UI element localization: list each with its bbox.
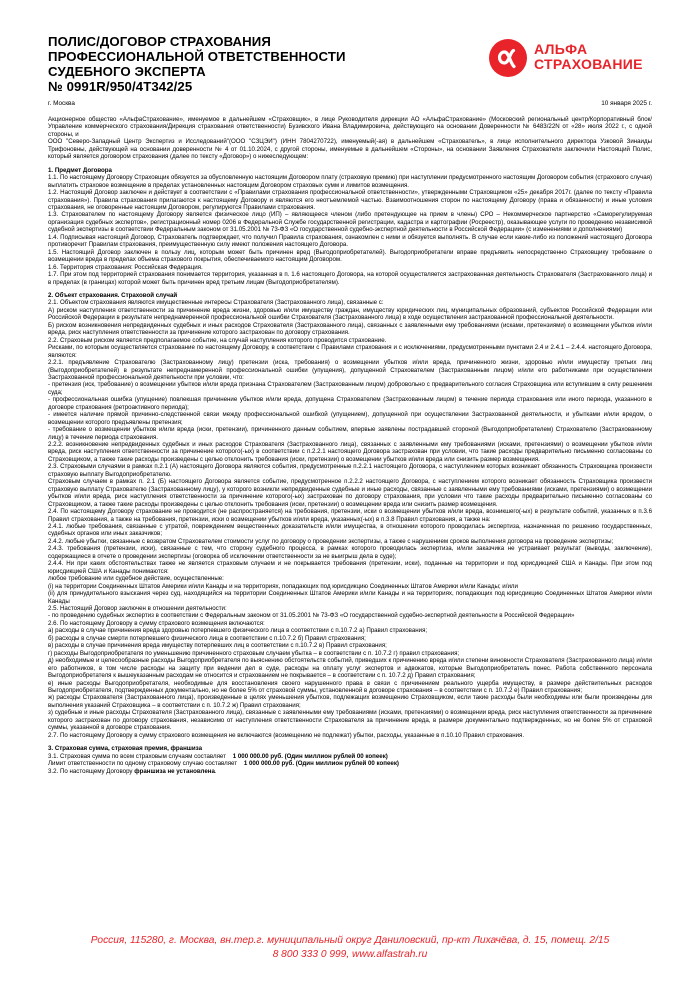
clause-paragraph: г) расходы Выгодоприобретателя по уменьшению причиненного страховым случаем убытка – в соответствии с п. 10.7.2 г) правил страхования; [48,649,460,657]
clause-paragraph: 2.2.1. предъявление Страхователю (Застрахованному лицу) претензии (иска, требования) о возмещении убытков и/или вреда, причиненного жизни, здоровью и/или имуществу третьих лиц (Выгодоприобретателей) в результате непреднамеренной профессиональной ошибки (упущения), допущенной Страхователем (Застрахованным лицом) и/или его работниками при осуществлении Застрахованной профессиональной деятельности при условии, что: [48,359,652,381]
title-line: ПРОФЕССИОНАЛЬНОЙ ОТВЕТСТВЕННОСТИ [48,49,346,64]
clause-paragraph: 2.7. По настоящему Договору в сумму страхового возмещения не включаются (возмещению не подлежат) убытки, расходы, указанные в п.10.10 Правил страхования. [48,731,525,739]
section-paragraphs [48,299,652,739]
liability-limit-label: Лимит ответственности по одному страховому случаю составляет [48,760,238,768]
clause-paragraph: 1.1. По настоящему Договору Страховщик обязуется за обусловленную настоящим Договором плату (страховую премию) при наступлении предусмотренного настоящим Договором события (страхового случая) выплатить страховое возмещение в пределах установленных настоящим Договором страховых сумм и лимитов возмещения. [48,174,652,189]
clause-paragraph: 2.1. Объектом страхования являются имущественные интересы Страхователя (Застрахованного лица), связанные с: [48,299,384,307]
policy-number: № 0991R/950/4T342/25 [48,79,193,94]
clause-paragraph: 1.5. Настоящий Договор заключен в пользу лиц, которым может быть причинен вред (Выгодоприобретателей). Выгодоприобретатели вправе предъявить непосредственно Страховщику требование о возмещении вреда в пределах объема страхового покрытия, обеспечиваемого настоящим Договором. [48,248,652,264]
clause-paragraph: А) риском наступления ответственности за причинение вреда жизни, здоровью и/или имуществу граждан, имуществу юридических лиц, муниципальных образований, субъектов Российской Федерации или Российской Федерации в результате непреднамеренной профессиональной ошибки Страхователя (Застрахованного лица) в ходе осуществления застрахованной профессиональной деятельности. [48,306,652,322]
clause-paragraph: 2.4.4. Ни при каких обстоятельствах также не является страховым случаем и не покрывается требования (претензии, иски), поданные на территории и под юрисдикцией США и Канады. При этом под юрисдикцией США и Канады понимаются: [48,560,652,575]
clause-paragraph: - по проведению судебных экспертиз в соответствии с Федеральным законом от 31.05.2001 № 73-ФЗ «О государственной судебно-экспертной деятельности в Российской Федерации» [48,612,575,620]
clause-paragraph: Страховым случаем в рамках п. 2.1 (Б) настоящего Договора является событие, предусмотренное п.2.2.2 настоящего Договора, с наступлением которого возникает обязанность Страховщика произвести страховую выплату Страхователю (Застрахованному лицу), у которого возникли непредвиденные судебные и иные расходы, связанные с заявленными ему требованиями (исками, претензиями) о возмещении убытков и/или вреда, риск наступления ответственности за причинение которого(-ых) застрахован по договору страхования, при условии что такие расходы предварительно письменно согласованы со Страховщиком, а также такие расходы произведены с целью отклонить требования (иски, претензии) о возмещении вреда или снизить размер возмещения. [48,478,652,508]
clause-paragraph: любое требование или судебное действие, осуществленные: [48,575,224,583]
section-subject [48,167,652,286]
title-line: ПОЛИС/ДОГОВОР СТРАХОВАНИЯ [48,34,271,49]
clause-paragraph: - претензия (иск, требование) о возмещении убытков и/или вреда признана Страхователем (Застрахованным лицом) добровольно с предварительного согласия Страховщика или вступившим в силу решением суда; [48,381,652,396]
clause-paragraph: (ii) для принудительного взыскания через суд, находящийся на территории Соединенных Штатов Америки и/или Канады и на территориях, попадающих под юрисдикцию Соединенных Штатов Америки и/или Канады [48,590,652,605]
clause-paragraph: (i) на территории Соединенных Штатов Америки и/или Канады и на территориях, попадающих под юрисдикцию Соединенных Штатов Америки и/или Канады; и/или [48,582,518,590]
clause-paragraph: в) расходы в случае причинения вреда имуществу потерпевших лиц в соответствии с п.10.7.2 в) Правил страхования; [48,642,387,650]
footer-address: Россия, 115280, г. Москва, вн.тер.г. муниципальный округ Даниловский, пр-кт Лихачёва, д. 15, помещ. 2/15 [90,935,610,946]
clause-paragraph: 2.4. По настоящему Договору страхование не проводится (не распространяется) на требования, претензии, иски о возмещении убытков и/или вреда, возникшего(-ых) в результате событий, указанных в п.3.6 Правил страхования, а также на требования, претензии, иски о возмещении убытков и/или вреда, указанных(-ых) в п.3.8 Правил страхования, а также на: [48,508,652,523]
logo-line: АЛЬФА [534,41,588,57]
deductible-label: 3.2. По настоящему Договору [48,767,133,775]
clause-paragraph: ж) расходы Страхователя (Застрахованного лица), произведенные в целях уменьшения убытков, подлежащих возмещению Страховщиком, если такие расходы были необходимы или были произведены для выполнения указаний Страховщика – в соответствии с п. 10.7.2 ж) Правил страхования; [48,694,652,709]
logo-wordmark [534,42,643,72]
section-heading: 1. Предмет Договора [48,166,112,174]
clause-paragraph: 2.6. По настоящему Договору в сумму страхового возмещения включаются: [48,619,265,627]
deductible-line [48,768,652,775]
insured-sum-value: 1 000 000.00 руб. (Один миллион рублей 00 копеек) [232,752,388,760]
clause-paragraph: з) судебные и иные расходы Страхователя (Застрахованного лица), связанные с заявленными ему требованиями (исками, претензиями) о возмещении вреда, риск наступления ответственности за причинение которого застрахован по договору страхования, независимо от наступления ответственности Страхователя за причинение вреда, в размере документально подтвержденных, но не более 5% от страховой суммы, указанной в договоре страхования. [48,709,652,732]
document-city: г. Москва [48,100,75,107]
clause-paragraph: д) необходимые и целесообразные расходы Выгодоприобретателя по выяснению обстоятельств событий, приведших к причинению вреда и/или степени виновности Страхователя (Застрахованного лица) и/или его работников, в том числе расходы на защиту при ведении дел в суде, расходы на оплату услуг экспертов и адвокатов, которые Выгодоприобретатель понес. Работа собственного персонала Выгодоприобретателя к вышеуказанным расходам не относится и страхованием не покрывается – в соответствии с п. 10.7.2 д) Правил страхования; [48,657,652,680]
deductible-end: . [214,767,217,775]
clause-paragraph: 2.4.2. любые убытки, связанные с возвратом Страхователем стоимости услуг по договору о проведении экспертизы, а также с нарушением сроков выполнения договора на проведение экспертизы; [48,537,614,545]
deductible-value: франшиза не установлена [134,767,215,775]
clause-paragraph: 1.2. Настоящий Договор заключен и действует в соответствии с «Правилами страхования профессиональной ответственности», утвержденными Страховщиком «25» декабря 2017г. (далее по тексту «Правила страхования»). Правила страхования прилагаются к настоящему Договору и являются его неотъемлемой частью. Взаимоотношения сторон по настоящему Договору (права и обязанности) и иные условия страхования, не оговоренные настоящим Договором, регулируются Правилами страхования. [48,189,652,211]
preamble-paragraph: ООО "Северо-Западный Центр Экспертиз и Исследований"(ООО "СЗЦЭИ") (ИНН 7804270722), именуемый(-ая) в дальнейшем «Страхователь», в лице исполнительного директора Узковой Зинаиды Трифоновны, действующей на основании доверенности № 4 от 01.10.2024, с другой стороны, именуемые в дальнейшем «Стороны», на основании Заявления Страхователя заключили Настоящий Полис, который является договором страхования (далее по тексту «Договор») о нижеследующем: [48,138,652,161]
document-date: 10 января 2025 г. [601,100,652,107]
section-object [48,292,652,739]
clause-paragraph: 2.5. Настоящий Договор заключен в отношении деятельности: [48,605,227,612]
clause-paragraph: 1.6. Территория страхования: Российская Федерация. [48,263,203,271]
preamble [48,116,652,161]
clause-paragraph: 2.3. Страховыми случаями в рамках п.2.1 (А) настоящего Договора являются события, предусмотренные п.2.2.1 настоящего Договора, с наступлением которых возникает обязанность Страховщика произвести страховую выплату Выгодоприобретателю. [48,463,652,478]
footer-contacts: 8 800 333 0 999, www.alfastrah.ru [272,949,428,960]
logo-line: СТРАХОВАНИЕ [534,56,643,72]
section-sum-premium [48,745,652,775]
clause-paragraph: б) расходы в случае смерти потерпевшего физического лица в соответствии с п.10.7.2 б) Правил страхования; [48,634,366,642]
clause-paragraph: 2.4.3. требования (претензии, иски), связанные с тем, что сторону судебного процесса, в рамках которого проводилась экспертиза, и/или заказчика не устраивает результат (выводы, заключение), содержащиеся в отчете о проведении экспертизы (оговорка об исключении ответственности за не выигрыш дела в суде); [48,545,652,560]
page-footer [48,934,652,962]
section-heading: 2. Объект страхования. Страховой случай [48,291,178,299]
section-heading: 3. Страховая сумма, страховая премия, франшиза [48,745,203,753]
insured-sum-label: 3.1. Страховая сумма по всем страховым случаям составляет [48,752,226,760]
clause-paragraph: - имеется наличие прямой причинно-следственной связи между профессиональной ошибкой (упущением), допущенной при осуществлении Застрахованной деятельности, и убытками и/или вредом, о возмещении которого предъявлены претензия; [48,411,652,426]
clause-paragraph: Б) риском возникновения непредвиденных судебных и иных расходов Страхователя (Застрахованного лица), связанных с заявленными ему требованиями (исками, претензиями) о возмещении убытков и/или вреда, риск наступления ответственности за причинение которого застрахован по договору страхования. [48,321,652,337]
clause-paragraph: 1.7. При этом под территорией страхования понимается территория, указанная в п. 1.6 настоящего Договора, на которой осуществляется застрахованная деятельность Страхователя (Застрахованного лица) и в пределах (в границах) которой может быть причинен вред третьим лицам (Выгодоприобретателям). [48,271,652,286]
insured-sum-line [48,753,652,760]
section-paragraphs [48,174,652,286]
clause-paragraph: - требование о возмещении убытков и/или вреда (иски, претензии), причиненного данным событием, впервые заявлены пострадавшей стороной (Выгодоприобретателем) Страхователю (Застрахованному лицу) в течение периода страхования. [48,426,652,441]
clause-paragraph: а) расходы в случае причинения вреда здоровью потерпевшего физического лица в соответствии с п.10.7.2 а) Правил страхования; [48,627,428,635]
clause-paragraph: 1.3. Страхователем по настоящему Договору является физическое лицо (ИП) – являющееся членом (либо претендующее на прием в члены) СРО – Некоммерческое партнерство «Саморегулируемая организация судебных экспертов», регистрационный номер 0206 в Федеральной Службе государственной регистрации, кадастра и картографии (Росреестр), оказывающее услуги по проведению независимой судебной экспертизы в соответствии Федеральным законом от 31.05.2001 № 73-ФЗ «О государственной судебно-экспертной деятельности в Российской Федерации» (с изменениями и дополнениями) [48,211,652,234]
liability-limit-value: 1 000 000.00 руб. (Один миллион рублей 00 копеек) [243,760,399,768]
clause-paragraph: Рисками, по которым осуществляется страхование по настоящему Договору, в соответствии с Правилами страхования и с исключениями, предусмотренными пунктами 2.4 и 2.4.1 – 2.4.4. настоящего Договора, являются: [48,344,652,359]
liability-limit-line [48,760,652,767]
clause-paragraph: 2.2.2. возникновение непредвиденных судебных и иных расходов Страхователя (Застрахованного лица), связанных с заявленными ему требованиями (исками, претензиями) о возмещении убытков и/или вреда, риск наступления ответственности за причинение которого(-ых) в соответствии с п.2.2.1 настоящего Договора застрахован при условии, что такие расходы предварительно письменно согласованы со Страховщиком, а также такие расходы произведены с целью отклонить требования (иски, претензии) о возмещении убытков и/или вреда или снизить размер возмещения. [48,441,652,463]
document-body [48,116,652,926]
alpha-logo-icon [488,38,528,78]
document-title [48,34,468,94]
clause-paragraph: 1.4. Подписывая настоящий Договор, Страхователь подтверждает, что получил Правила страхования, ознакомлен с ними и обязуется выполнять. В случае если какие-либо из положений настоящего Договора противоречит Правилам страхования, преимущественную силу имеют положения настоящего Договора. [48,233,652,249]
preamble-paragraph: Акционерное общество «АльфаСтрахование», именуемое в дальнейшем «Страховщик», в лице Руководителя дирекции АО «АльфаСтрахование» (Московский региональный центр/Корпоративный блок/Управление коммерческого страхования/Дирекция страхования ответственности) Бузивского Ивана Владимировича, действующего на основании Доверенности № 6483/22N от «28» июля 2022 г., с одной стороны, и [48,116,652,138]
clause-paragraph: е) иные расходы Выгодоприобретателя, необходимые для восстановления своего нарушенного права в связи с причинением реального ущерба имуществу, в размере действительных расходов Выгодоприобретателя, подтвержденных документально, но не более 5% от страховой суммы, установленной в договоре страхования – в соответствии с п. 10.7.2 е) Правил страхования; [48,679,652,694]
title-line: СУДЕБНОГО ЭКСПЕРТА [48,64,206,79]
company-logo [488,38,658,78]
clause-paragraph: 2.2. Страховым риском является предполагаемое событие, на случай наступления которого проводится страхование. [48,336,387,344]
clause-paragraph: 2.4.1. любые требования, связанные с утратой, повреждением вещественных доказательств и/или имущества, в отношении которого проводилась экспертиза, назначенная по решению государственных, судебных органов или иных заказчиков; [48,523,652,538]
clause-paragraph: - профессиональная ошибка (упущение) повлекшая причинение убытков и/или вреда, допущена Страхователем (Застрахованным лицом) в течение периода страхования или иного периода, указанного в договоре страхования (ретроактивного периода); [48,396,652,411]
